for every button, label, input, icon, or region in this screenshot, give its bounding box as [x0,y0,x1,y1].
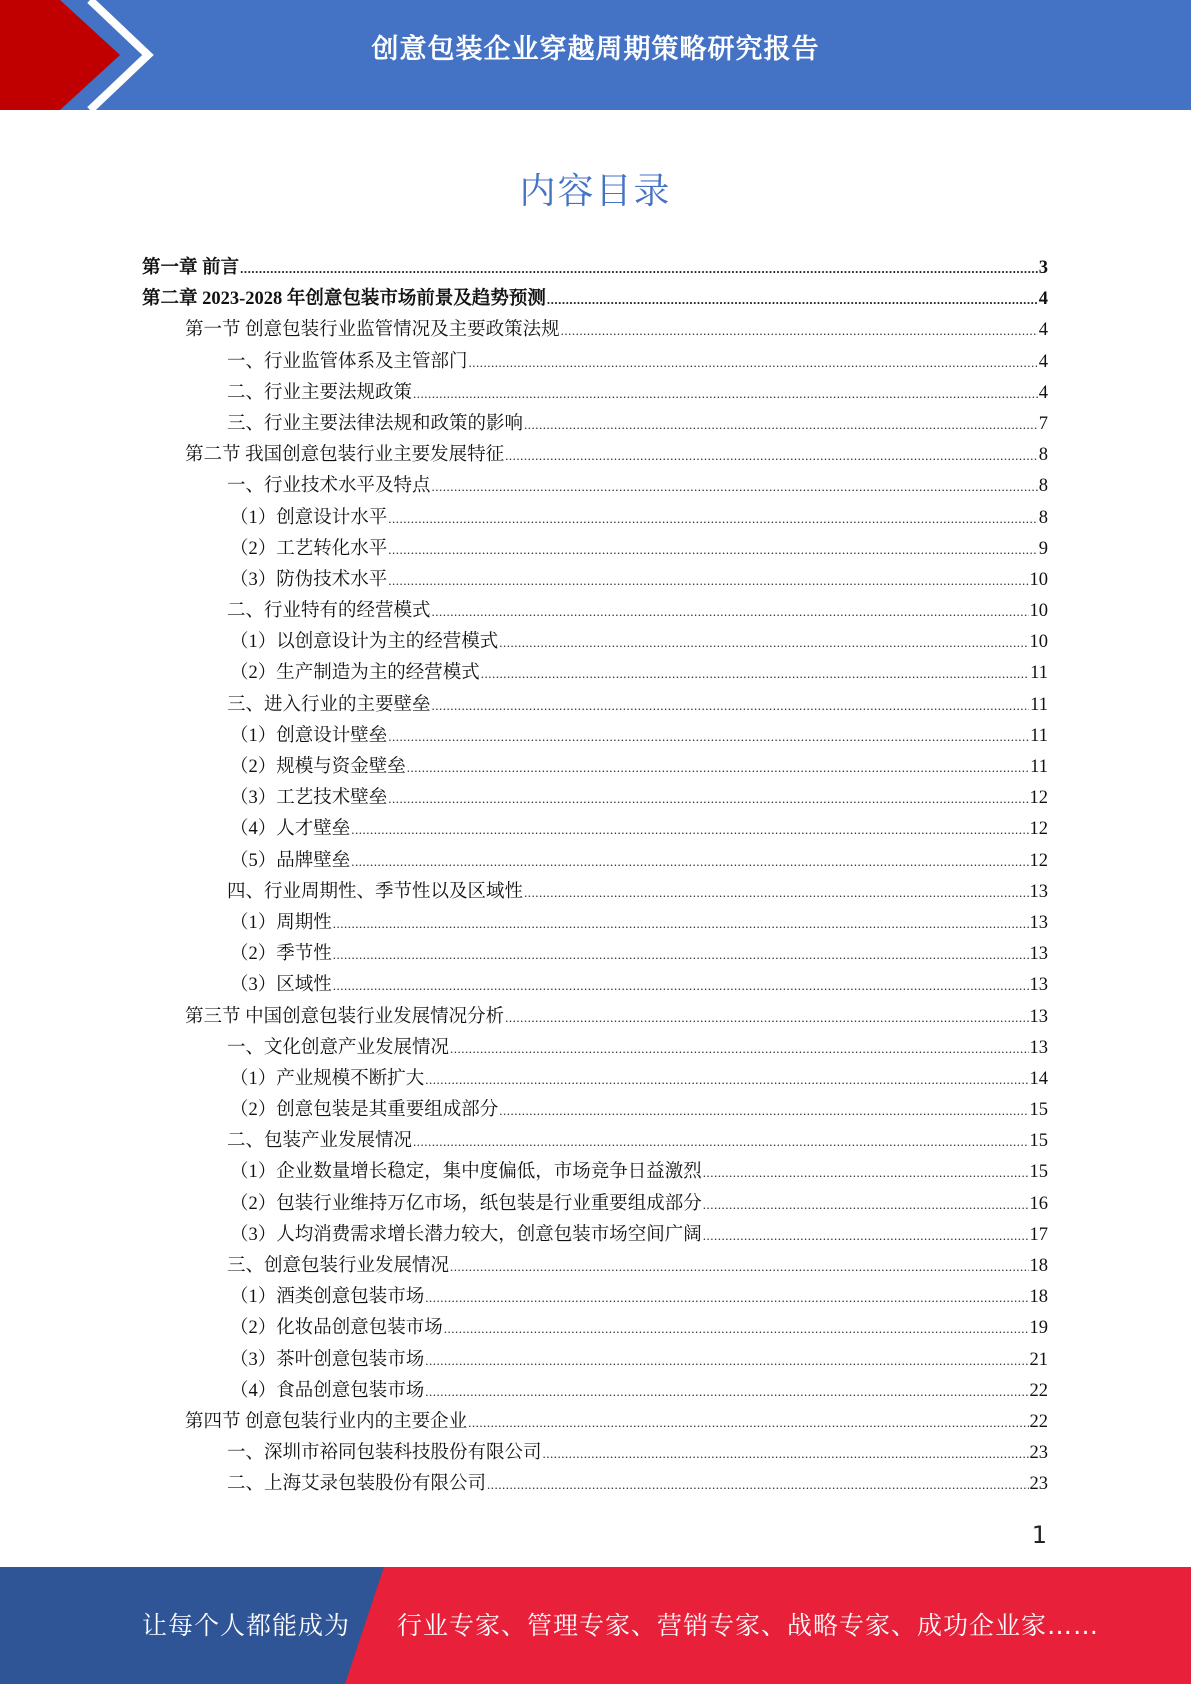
toc-dot-leader [388,791,1028,807]
toc-entry[interactable] [142,565,1048,596]
toc-entry[interactable] [142,690,1048,721]
toc-entry-title: 二、上海艾录包装股份有限公司 [227,1474,487,1495]
toc-entry-page: 13 [1029,912,1048,933]
toc-dot-leader [450,1041,1028,1057]
toc-dot-leader [524,417,1038,433]
toc-dot-leader [703,1165,1029,1181]
toc-entry[interactable] [142,814,1048,845]
toc-entry-page: 9 [1038,538,1048,559]
toc-dot-leader [487,1477,1028,1493]
toc-entry[interactable] [142,658,1048,689]
toc-entry-page: 22 [1029,1411,1048,1432]
toc-entry-title: 一、行业监管体系及主管部门 [227,351,468,372]
toc-entry[interactable] [142,1157,1048,1188]
toc-entry[interactable] [142,1002,1048,1033]
toc-entry[interactable] [142,1033,1048,1064]
toc-heading: 内容目录 [519,171,672,212]
toc-dot-leader [388,573,1028,589]
toc-entry[interactable] [142,1220,1048,1251]
toc-entry-page: 23 [1029,1474,1048,1495]
toc-dot-leader [240,261,1038,277]
toc-entry-page: 13 [1029,1037,1048,1058]
toc-dot-leader [407,760,1029,776]
toc-entry-title: （1）创意设计壁垒 [230,725,388,746]
toc-entry[interactable] [142,970,1048,1001]
toc-entry[interactable] [142,409,1048,440]
toc-entry-page: 15 [1029,1131,1048,1152]
toc-dot-leader [425,1384,1028,1400]
toc-entry[interactable] [142,284,1048,315]
toc-entry-page: 22 [1029,1380,1048,1401]
toc-entry-page: 15 [1029,1162,1048,1183]
toc-entry-title: （2）化妆品创意包装市场 [230,1318,443,1339]
footer-banner [0,1567,1191,1684]
toc-entry-page: 19 [1029,1318,1048,1339]
toc-dot-leader [444,1321,1029,1337]
toc-entry[interactable] [142,783,1048,814]
toc-entry-title: （2）包装行业维持万亿市场，纸包装是行业重要组成部分 [230,1193,702,1214]
toc-dot-leader [524,885,1028,901]
toc-entry-title: （3）人均消费需求增长潜力较大，创意包装市场空间广阔 [230,1224,702,1245]
toc-dot-leader [333,916,1029,932]
toc-entry-page: 13 [1029,944,1048,965]
toc-entry[interactable] [142,440,1048,471]
toc-entry-page: 8 [1038,476,1048,497]
toc-dot-leader [432,604,1029,620]
toc-entry-page: 13 [1029,1006,1048,1027]
toc-entry-title: （1）周期性 [230,912,332,933]
toc-entry-title: 二、行业特有的经营模式 [227,601,431,622]
toc-dot-leader [413,386,1038,402]
toc-entry-page: 18 [1029,1287,1048,1308]
toc-entry-title: （4）食品创意包装市场 [230,1380,425,1401]
toc-dot-leader [351,822,1028,838]
toc-entry[interactable] [142,1469,1048,1500]
toc-dot-leader [468,1415,1028,1431]
toc-entry-page: 3 [1038,258,1048,278]
toc-entry-page: 13 [1029,881,1048,902]
toc-entry-title: 第二节 我国创意包装行业主要发展特征 [185,445,505,466]
toc-dot-leader [351,854,1028,870]
toc-entry-title: （4）人才壁垒 [230,819,351,840]
toc-entry[interactable] [142,721,1048,752]
toc-entry-title: 二、包装产业发展情况 [227,1131,413,1152]
toc-entry-title: 三、进入行业的主要壁垒 [227,694,431,715]
toc-entry-page: 17 [1029,1224,1048,1245]
toc-dot-leader [469,355,1038,371]
toc-entry-title: （1）酒类创意包装市场 [230,1287,425,1308]
toc-dot-leader [543,1446,1029,1462]
toc-dot-leader [388,729,1029,745]
toc-entry[interactable] [142,908,1048,939]
toc-entry-title: （2）生产制造为主的经营模式 [230,663,480,684]
toc-entry-page: 10 [1029,601,1048,622]
toc-entry-page: 4 [1038,320,1048,341]
toc-entry-page: 12 [1029,788,1048,809]
toc-entry-page: 11 [1030,725,1048,746]
toc-entry-page: 8 [1038,507,1048,528]
table-of-contents [142,253,1048,1501]
report-title: 创意包装企业穿越周期策略研究报告 [371,34,820,65]
toc-entry-title: （1）产业规模不断扩大 [230,1068,425,1089]
toc-entry-title: 第三节 中国创意包装行业发展情况分析 [185,1006,505,1027]
toc-entry[interactable] [142,1095,1048,1126]
toc-dot-leader [432,479,1038,495]
toc-entry[interactable] [142,1064,1048,1095]
toc-entry-title: 四、行业周期性、季节性以及区域性 [227,881,524,902]
toc-entry-page: 4 [1038,351,1048,372]
toc-entry[interactable] [142,534,1048,565]
toc-entry-page: 18 [1029,1256,1048,1276]
toc-dot-leader [703,1228,1029,1244]
footer-slogan-right: 行业专家、管理专家、营销专家、战略专家、成功企业家…… [397,1611,1100,1640]
toc-dot-leader [703,1197,1029,1213]
toc-entry-title: （2）创意包装是其重要组成部分 [230,1100,499,1121]
toc-entry-page: 15 [1029,1100,1048,1121]
toc-entry-page: 12 [1029,850,1048,871]
toc-entry-title: 三、创意包装行业发展情况 [227,1256,450,1276]
header-banner [0,0,1191,110]
toc-entry[interactable] [142,1407,1048,1438]
toc-dot-leader [561,323,1038,339]
toc-entry-title: 第一节 创意包装行业监管情况及主要政策法规 [185,320,560,341]
toc-entry-page: 7 [1038,413,1048,434]
toc-dot-leader [450,1259,1028,1275]
toc-entry[interactable] [142,627,1048,658]
toc-entry-title: 一、文化创意产业发展情况 [227,1037,450,1058]
toc-entry-page: 23 [1029,1443,1048,1464]
toc-entry[interactable] [142,471,1048,502]
toc-entry-page: 21 [1029,1349,1048,1370]
toc-entry[interactable] [142,1313,1048,1344]
toc-dot-leader [432,698,1030,714]
toc-entry[interactable] [142,939,1048,970]
toc-entry-title: 第四节 创意包装行业内的主要企业 [185,1411,468,1432]
toc-entry-title: （3）防伪技术水平 [230,569,388,590]
toc-dot-leader [505,1010,1028,1026]
toc-entry-title: 一、行业技术水平及特点 [227,476,431,497]
toc-entry-page: 8 [1038,445,1048,466]
toc-entry-page: 4 [1038,382,1048,403]
toc-entry-title: （3）工艺技术壁垒 [230,788,388,809]
toc-dot-leader [499,635,1028,651]
toc-entry[interactable] [142,1189,1048,1220]
toc-entry-page: 11 [1030,694,1048,715]
toc-entry[interactable] [142,1376,1048,1407]
toc-entry[interactable] [142,1282,1048,1313]
toc-dot-leader [388,542,1037,558]
toc-dot-leader [499,1103,1028,1119]
toc-dot-leader [425,1072,1028,1088]
toc-entry-page: 16 [1029,1193,1048,1214]
toc-entry-title: 第一章 前言 [142,258,240,278]
page-number: 1 [1031,1521,1047,1549]
footer-slogan-left: 让每个人都能成为 [142,1611,351,1640]
toc-dot-leader [388,511,1037,527]
toc-entry[interactable] [142,1438,1048,1469]
toc-dot-leader [425,1353,1028,1369]
toc-entry-page: 12 [1029,819,1048,840]
toc-entry[interactable] [142,877,1048,908]
toc-entry[interactable] [142,253,1048,284]
toc-entry-title: （1）创意设计水平 [230,507,388,528]
toc-entry-page: 4 [1038,289,1048,310]
toc-entry-title: 一、深圳市裕同包装科技股份有限公司 [227,1443,542,1464]
toc-entry-title: （1）企业数量增长稳定，集中度偏低，市场竞争日益激烈 [230,1162,702,1183]
toc-entry-title: 二、行业主要法规政策 [227,382,413,403]
toc-entry-page: 11 [1030,757,1048,777]
toc-dot-leader [413,1134,1028,1150]
toc-dot-leader [425,1290,1028,1306]
toc-entry-title: 第二章 2023-2028 年创意包装市场前景及趋势预测 [142,289,546,310]
toc-dot-leader [481,666,1029,682]
toc-entry[interactable] [142,378,1048,409]
toc-entry-title: （1）以创意设计为主的经营模式 [230,632,499,653]
toc-entry-title: （2）规模与资金壁垒 [230,757,406,777]
toc-dot-leader [333,947,1029,963]
toc-entry[interactable] [142,846,1048,877]
toc-entry[interactable] [142,503,1048,534]
toc-entry-title: （5）品牌壁垒 [230,850,351,871]
toc-entry-page: 13 [1029,975,1048,996]
toc-dot-leader [333,978,1029,994]
toc-entry-page: 14 [1029,1068,1048,1089]
toc-entry-title: （3）区域性 [230,975,332,996]
toc-entry-title: 三、行业主要法律法规和政策的影响 [227,413,524,434]
toc-entry-title: （2）工艺转化水平 [230,538,388,559]
toc-dot-leader [505,448,1038,464]
toc-entry-page: 10 [1029,569,1048,590]
toc-dot-leader [547,292,1038,308]
toc-entry[interactable] [142,1251,1048,1282]
toc-entry-page: 10 [1029,632,1048,653]
toc-entry-title: （2）季节性 [230,944,332,965]
toc-entry[interactable] [142,1345,1048,1376]
toc-entry-page: 11 [1030,663,1048,684]
toc-entry[interactable] [142,596,1048,627]
toc-entry[interactable] [142,752,1048,783]
toc-entry-title: （3）茶叶创意包装市场 [230,1349,425,1370]
toc-entry[interactable] [142,315,1048,346]
toc-entry[interactable] [142,347,1048,378]
toc-entry[interactable] [142,1126,1048,1157]
